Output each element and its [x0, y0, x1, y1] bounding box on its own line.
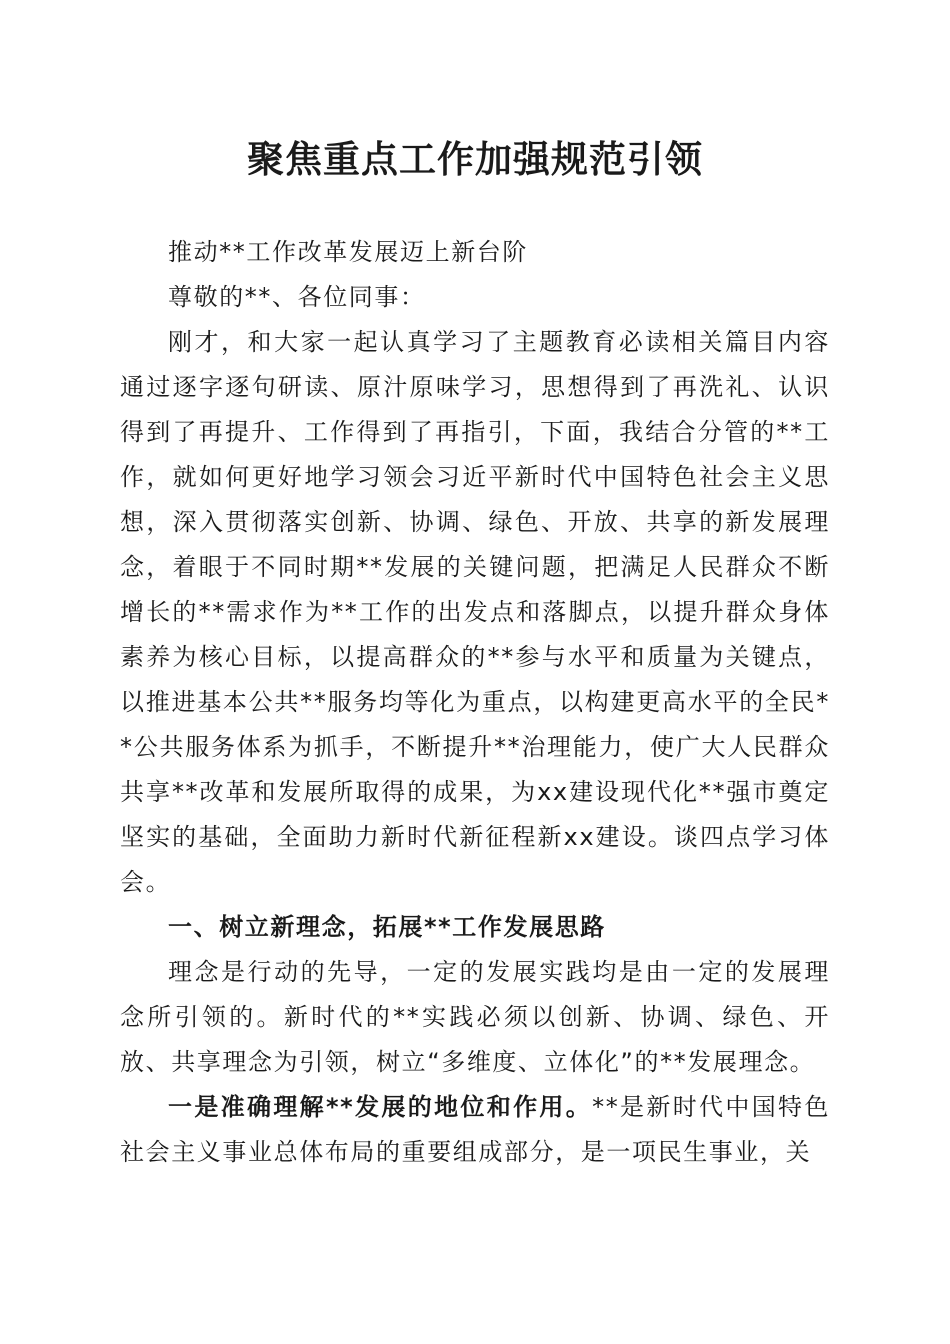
document-body: [120, 230, 830, 1175]
section-paragraph: 理念是行动的先导，一定的发展实践均是由一定的发展理念所引领的。新时代的**实践必须以创新、协调、绿色、开放、共享理念为引领，树立“多维度、立体化”的**发展理念。: [120, 958, 830, 1076]
section-heading: 一、树立新理念，拓展**工作发展思路: [168, 913, 606, 941]
document-title: 聚焦重点工作加强规范引领: [247, 137, 703, 181]
point-paragraph: [120, 1085, 830, 1175]
point-text: **是新时代中国特色社会主义事业总体布局的重要组成部分，是一项民生事业，关: [120, 1093, 830, 1166]
point-lead: 一是准确理解**发展的地位和作用。: [168, 1093, 593, 1121]
intro-paragraph: 刚才，和大家一起认真学习了主题教育必读相关篇目内容通过逐字逐句研读、原汁原味学习，思想得到了再洗礼、认识得到了再提升、工作得到了再指引，下面，我结合分管的**工作，就如何更好地学习领会习近平新时代中国特色社会主义思想，深入贯彻落实创新、协调、绿色、开放、共享的新发展理念，着眼于不同时期**发展的关键问题，把满足人民群众不断增长的**需求作为**工作的出发点和落脚点，以提升群众身体素养为核心目标，以提高群众的**参与水平和质量为关键点，以推进基本公共**服务均等化为重点，以构建更高水平的全民**公共服务体系为抓手，不断提升**治理能力，使广大人民群众共享**改革和发展所取得的成果，为xx建设现代化**强市奠定坚实的基础，全面助力新时代新征程新xx建设。谈四点学习体会。: [120, 328, 830, 896]
salutation-line: 尊敬的**、各位同事：: [168, 283, 426, 311]
subtitle-line: 推动**工作改革发展迈上新台阶: [168, 238, 528, 266]
